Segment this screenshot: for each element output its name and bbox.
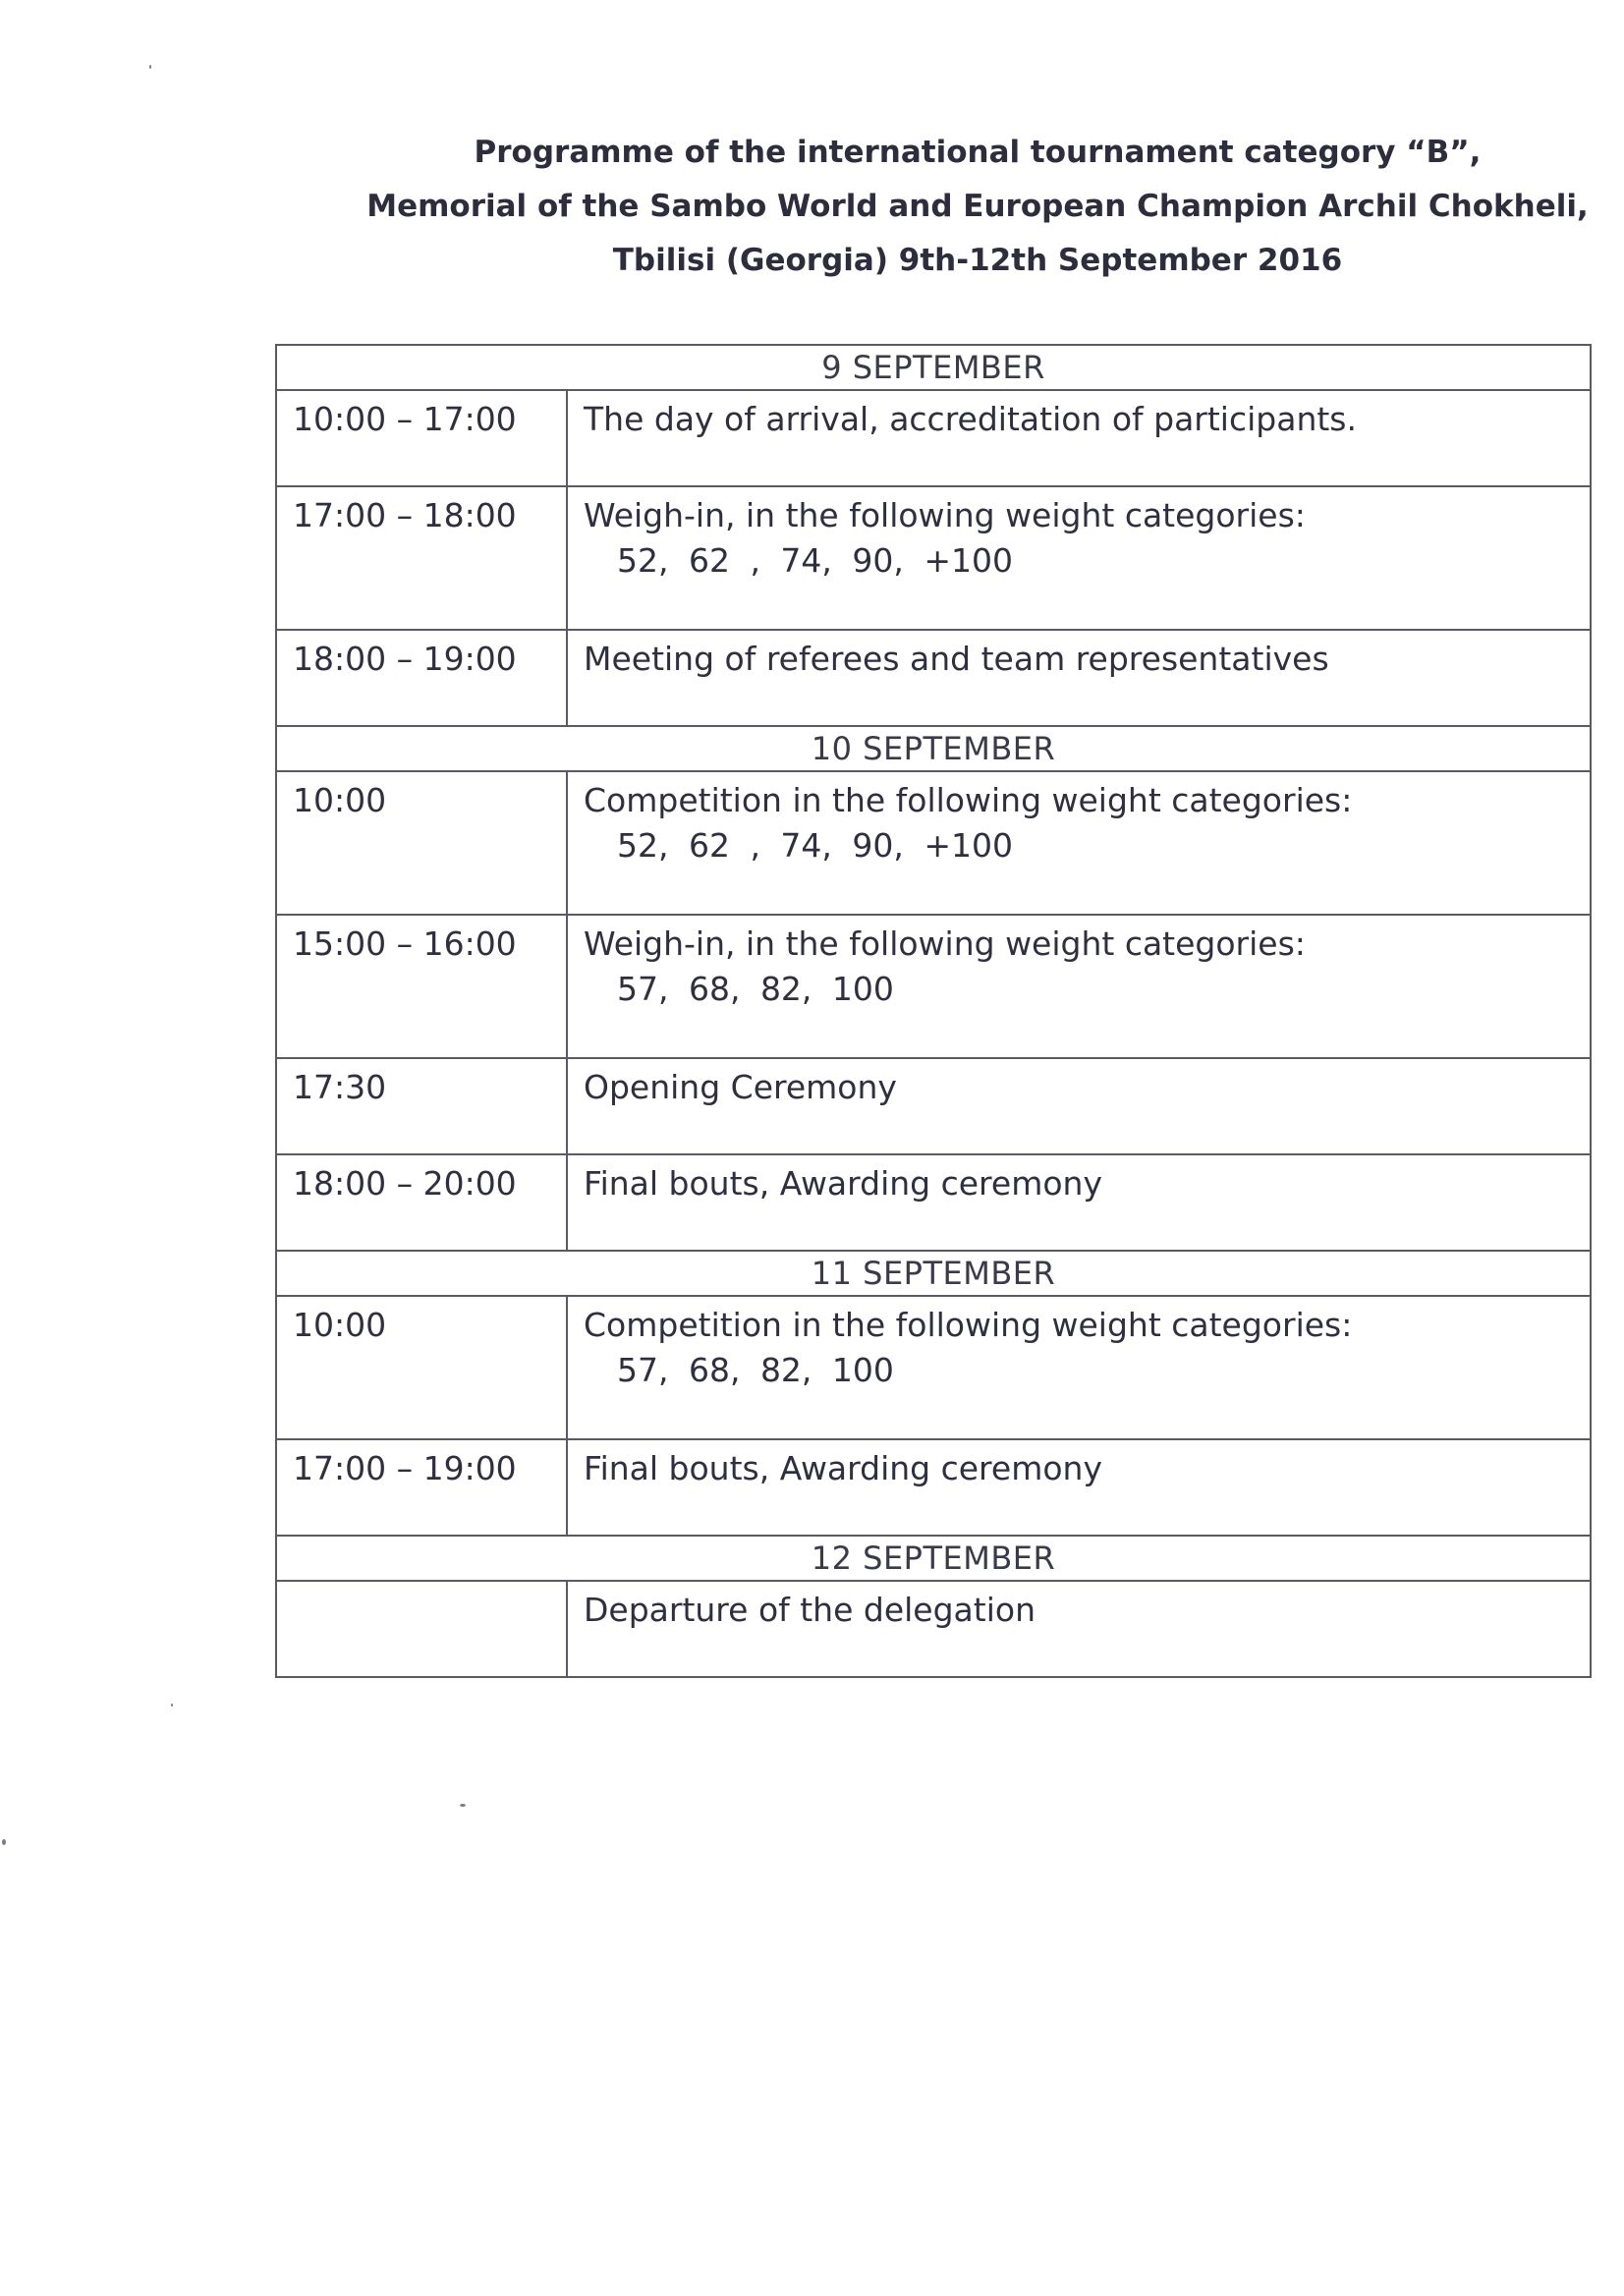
day-label: 11 SEPTEMBER [276, 1251, 1591, 1296]
day-header-row [276, 1251, 1591, 1296]
weight-categories: 52, 62 , 74, 90, +100 [617, 826, 1014, 865]
description-text: Meeting of referees and team representatives [584, 640, 1329, 678]
description-cell [567, 1058, 1591, 1154]
weight-categories: 57, 68, 82, 100 [617, 1351, 894, 1389]
schedule-row [276, 915, 1591, 1058]
title-line: Tbilisi (Georgia) 9th-12th September 2016 [612, 243, 1343, 278]
scan-speck [171, 1704, 173, 1707]
description-text: Weigh-in, in the following weight categories: [584, 496, 1306, 534]
schedule-table [275, 344, 1592, 1678]
description-cell [567, 1296, 1591, 1439]
schedule-row [276, 1581, 1591, 1677]
schedule-row [276, 486, 1591, 630]
time-cell: 18:00 – 19:00 [276, 630, 567, 726]
schedule-row [276, 1439, 1591, 1536]
description-text: Final bouts, Awarding ceremony [584, 1164, 1102, 1203]
day-label: 10 SEPTEMBER [276, 726, 1591, 771]
description-cell [567, 486, 1591, 630]
description-text: Final bouts, Awarding ceremony [584, 1449, 1102, 1487]
time-cell [276, 1581, 567, 1677]
description-cell [567, 915, 1591, 1058]
time-cell: 10:00 [276, 771, 567, 915]
schedule-row [276, 771, 1591, 915]
title-line: Memorial of the Sambo World and European Champion Archil Chokheli, [366, 189, 1589, 224]
description-cell [567, 1439, 1591, 1536]
day-header-row [276, 345, 1591, 390]
document-title [354, 126, 1601, 288]
time-cell: 17:00 – 19:00 [276, 1439, 567, 1536]
weight-categories: 52, 62 , 74, 90, +100 [617, 541, 1014, 580]
schedule-row [276, 390, 1591, 486]
description-text: The day of arrival, accreditation of participants. [584, 400, 1357, 438]
schedule-row [276, 1058, 1591, 1154]
day-label: 9 SEPTEMBER [276, 345, 1591, 390]
description-cell [567, 1581, 1591, 1677]
description-text: Competition in the following weight categories: [584, 1306, 1353, 1344]
scan-speck [460, 1804, 466, 1807]
schedule-row [276, 1296, 1591, 1439]
time-cell: 17:30 [276, 1058, 567, 1154]
description-text: Weigh-in, in the following weight categories: [584, 924, 1306, 963]
description-cell [567, 1154, 1591, 1251]
scan-speck [149, 65, 151, 69]
description-text: Competition in the following weight categories: [584, 781, 1353, 819]
time-cell: 17:00 – 18:00 [276, 486, 567, 630]
scan-speck [2, 1839, 6, 1845]
description-cell [567, 771, 1591, 915]
description-cell [567, 630, 1591, 726]
day-header-row [276, 1536, 1591, 1581]
day-header-row [276, 726, 1591, 771]
description-text: Opening Ceremony [584, 1068, 897, 1106]
day-label: 12 SEPTEMBER [276, 1536, 1591, 1581]
time-cell: 15:00 – 16:00 [276, 915, 567, 1058]
time-cell: 10:00 [276, 1296, 567, 1439]
description-cell [567, 390, 1591, 486]
schedule-row [276, 1154, 1591, 1251]
schedule-row [276, 630, 1591, 726]
time-cell: 10:00 – 17:00 [276, 390, 567, 486]
title-line: Programme of the international tournament category “B”, [474, 135, 1482, 170]
time-cell: 18:00 – 20:00 [276, 1154, 567, 1251]
weight-categories: 57, 68, 82, 100 [617, 970, 894, 1008]
description-text: Departure of the delegation [584, 1591, 1036, 1629]
